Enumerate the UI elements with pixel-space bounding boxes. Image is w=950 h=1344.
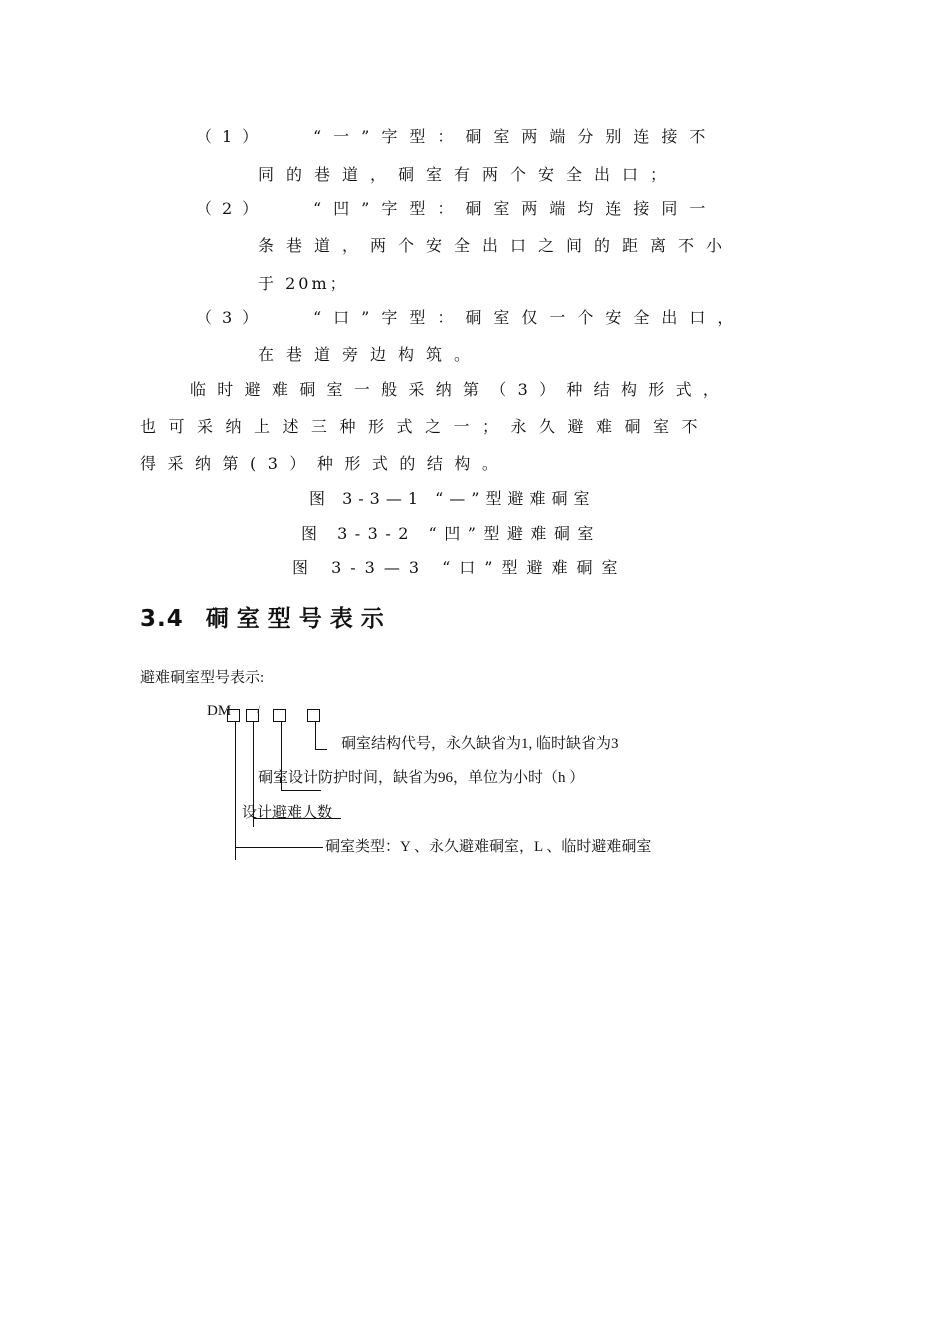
section-number: 3.4 [140, 606, 184, 632]
item-3-continuation: 在巷道旁边构筑。 [258, 345, 483, 364]
item-2-continuation: 条巷道，两个安全出口之间的距离不小 [258, 236, 735, 255]
model-slash: / [257, 702, 261, 716]
code-box-protection-time [273, 709, 286, 722]
leader-line-structure-vertical [315, 722, 316, 750]
code-box-type [227, 709, 240, 722]
paragraph-line-3: 得采纳第(3）种形式的结构。 [140, 454, 510, 473]
item-1-number: （1） [196, 127, 269, 146]
paragraph-line-1: 临时避难硐室一般采纳第（3）种结构形式， [190, 380, 731, 399]
item-2-continuation-2: 于 20m； [258, 274, 349, 293]
item-2-number: （2） [196, 199, 269, 218]
section-title: 硐室型号表示 [205, 606, 392, 632]
item-1-text: “一”字型：硐室两端分别连接不 [313, 127, 718, 146]
item-3-number: （3） [196, 308, 269, 327]
figure-caption-1: 图 3-3—1 “—”型避难硐室 [309, 489, 596, 508]
leader-line-time-horizontal [281, 790, 321, 791]
item-2-text: “凹”字型：硐室两端均连接同一 [313, 199, 718, 218]
label-chamber-type: 硐室类型：Y 、永久避难硐室，L 、临时避难硐室 [325, 839, 652, 855]
label-structure-code: 硐室结构代号，永久缺省为1, 临时缺省为3 [341, 736, 619, 752]
leader-line-structure-horizontal [315, 749, 327, 750]
label-protection-time: 硐室设计防护时间，缺省为96，单位为小时（h ） [258, 770, 585, 786]
model-intro: 避难硐室型号表示: [140, 670, 265, 686]
code-box-structure [307, 709, 320, 722]
figure-caption-2: 图 3-3-2 “凹”型避难硐室 [301, 524, 601, 543]
code-box-capacity [246, 709, 259, 722]
paragraph-line-2: 也可采纳上述三种形式之一；永久避难硐室不 [140, 417, 711, 436]
item-1-continuation: 同的巷道，硐室有两个安全出口； [258, 165, 679, 184]
leader-line-type-vertical [235, 722, 236, 860]
section-heading [140, 600, 392, 633]
item-3-text: “口”字型：硐室仅一个安全出口， [313, 308, 746, 327]
leader-line-type-horizontal [235, 847, 323, 848]
figure-caption-3: 图 3-3—3 “口”型避难硐室 [292, 558, 627, 577]
model-prefix: DM [207, 703, 232, 719]
label-capacity: 设计避难人数 [242, 805, 333, 821]
